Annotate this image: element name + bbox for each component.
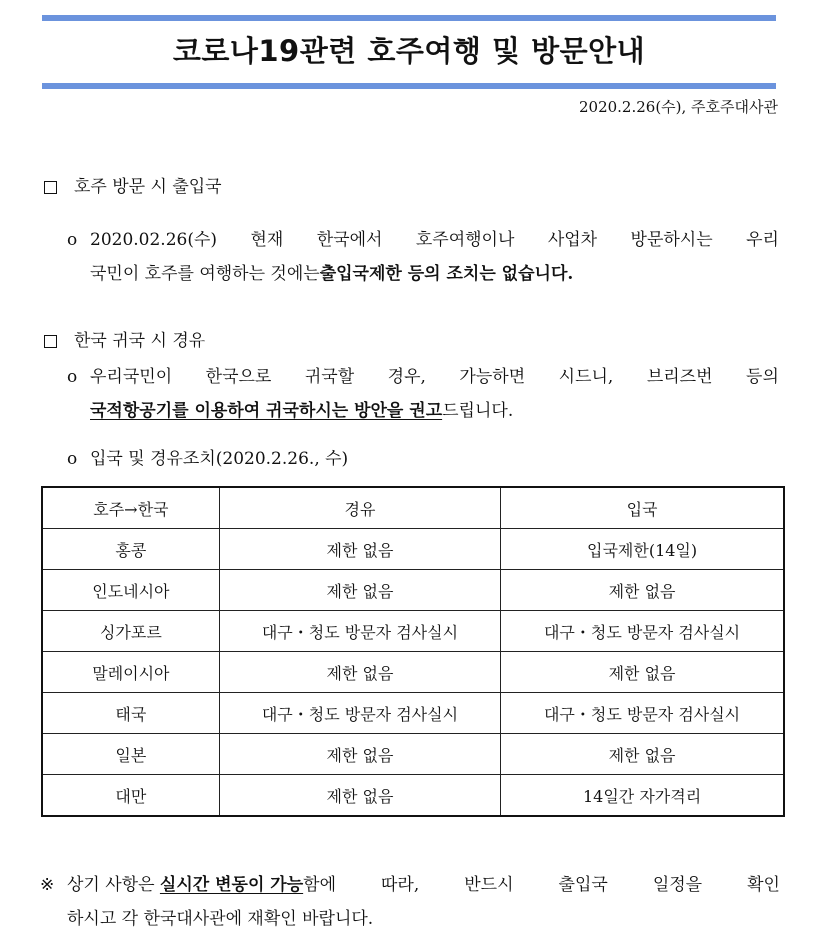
bullet-mark: o <box>67 367 78 387</box>
header-entry: 입국 <box>501 487 784 529</box>
cell-entry: 제한 없음 <box>501 570 784 611</box>
checkbox-square-icon <box>44 181 57 194</box>
section1-line2 <box>67 257 779 291</box>
header-transit: 경유 <box>219 487 500 529</box>
cell-transit: 제한 없음 <box>219 570 500 611</box>
word: 시드니, <box>558 367 614 387</box>
cell-entry: 입국제한(14일) <box>501 529 784 570</box>
notice <box>40 868 780 936</box>
notice-line2 <box>40 902 780 936</box>
word: 일정을 <box>652 875 703 895</box>
word: 우리 <box>746 230 779 250</box>
word: 귀국할 <box>304 367 355 387</box>
cell-entry: 제한 없음 <box>501 734 784 775</box>
word: 우리국민이 <box>90 367 173 387</box>
dateline: 2020.2.26(수), 주호주대사관 <box>578 98 778 116</box>
word: 한국으로 <box>205 367 272 387</box>
word: 현재 <box>250 230 284 250</box>
table-row <box>42 734 784 775</box>
word: 등의 <box>746 367 779 387</box>
cell-country: 싱가포르 <box>42 611 219 652</box>
section2-recommendation: 국적항공기를 이용하여 귀국하시는 방안을 권고 <box>90 401 443 421</box>
cell-transit: 대구・청도 방문자 검사실시 <box>219 693 500 734</box>
word: 브리즈번 <box>646 367 713 387</box>
title-bottom-rule <box>42 83 776 89</box>
section1-line2-text: 국민이 호주를 여행하는 것에는 <box>90 264 320 284</box>
reference-mark: ※ <box>40 875 55 895</box>
cell-country: 태국 <box>42 693 219 734</box>
sub-heading-row <box>67 442 779 476</box>
line-lead <box>67 360 172 394</box>
section1-line2-emphasis: 출입국제한 등의 조치는 없습니다. <box>319 264 574 284</box>
cell-country: 대만 <box>42 775 219 817</box>
cell-country: 홍콩 <box>42 529 219 570</box>
page-title: 코로나19관련 호주여행 및 방문안내 <box>172 34 646 68</box>
section1-paragraph <box>67 223 779 291</box>
section2-paragraph <box>67 360 779 428</box>
sub-heading-text: 입국 및 경유조치(2020.2.26., 수) <box>90 449 349 469</box>
section-heading-return <box>40 328 205 354</box>
cell-transit: 대구・청도 방문자 검사실시 <box>219 611 500 652</box>
cell-transit: 제한 없음 <box>219 529 500 570</box>
notice-text: 상기 사항은 <box>67 875 160 895</box>
section-heading-text: 호주 방문 시 출입국 <box>74 177 222 197</box>
bullet-mark: o <box>67 230 78 250</box>
section2-line2-tail: 드립니다. <box>442 401 514 421</box>
title-banner <box>42 15 776 91</box>
cell-transit: 제한 없음 <box>219 775 500 817</box>
section-heading-text: 한국 귀국 시 경유 <box>74 331 206 351</box>
cell-transit: 제한 없음 <box>219 652 500 693</box>
word: 방문하시는 <box>630 230 713 250</box>
cell-country: 말레이시아 <box>42 652 219 693</box>
word: 함에 <box>303 875 336 895</box>
cell-entry: 14일간 자가격리 <box>501 775 784 817</box>
word: 가능하면 <box>459 367 526 387</box>
word: 사업차 <box>547 230 598 250</box>
word: 경우, <box>387 367 426 387</box>
table-row <box>42 693 784 734</box>
entry-transit-table <box>41 486 785 817</box>
notice-emphasis: 실시간 변동이 가능 <box>159 875 304 895</box>
word: 따라, <box>381 875 420 895</box>
section-heading-entry <box>40 174 222 200</box>
cell-entry: 제한 없음 <box>501 652 784 693</box>
table-row <box>42 652 784 693</box>
table-row <box>42 570 784 611</box>
table-row <box>42 611 784 652</box>
notice-line1 <box>40 868 780 902</box>
cell-country: 일본 <box>42 734 219 775</box>
bullet-mark: o <box>67 449 78 469</box>
word: 한국에서 <box>316 230 383 250</box>
table-body <box>42 529 784 817</box>
section1-line1 <box>67 223 779 257</box>
word: 반드시 <box>464 875 514 895</box>
table-header-row <box>42 487 784 529</box>
table-row <box>42 529 784 570</box>
header-route: 호주→한국 <box>42 487 219 529</box>
word: 호주여행이나 <box>415 230 515 250</box>
word: 출입국 <box>558 875 608 895</box>
checkbox-square-icon <box>44 335 57 348</box>
notice-lead <box>40 868 336 902</box>
word: 2020.02.26(수) <box>90 230 218 250</box>
section2-line2 <box>67 394 779 428</box>
table-row <box>42 775 784 817</box>
notice-line2-text: 하시고 각 한국대사관에 재확인 바랍니다. <box>67 909 374 929</box>
cell-transit: 제한 없음 <box>219 734 500 775</box>
title-top-rule <box>42 15 776 21</box>
section2-subheading <box>67 442 779 476</box>
cell-country: 인도네시아 <box>42 570 219 611</box>
word: 확인 <box>747 875 780 895</box>
cell-entry: 대구・청도 방문자 검사실시 <box>501 611 784 652</box>
cell-entry: 대구・청도 방문자 검사실시 <box>501 693 784 734</box>
line-lead <box>67 223 217 257</box>
section2-line1 <box>67 360 779 394</box>
